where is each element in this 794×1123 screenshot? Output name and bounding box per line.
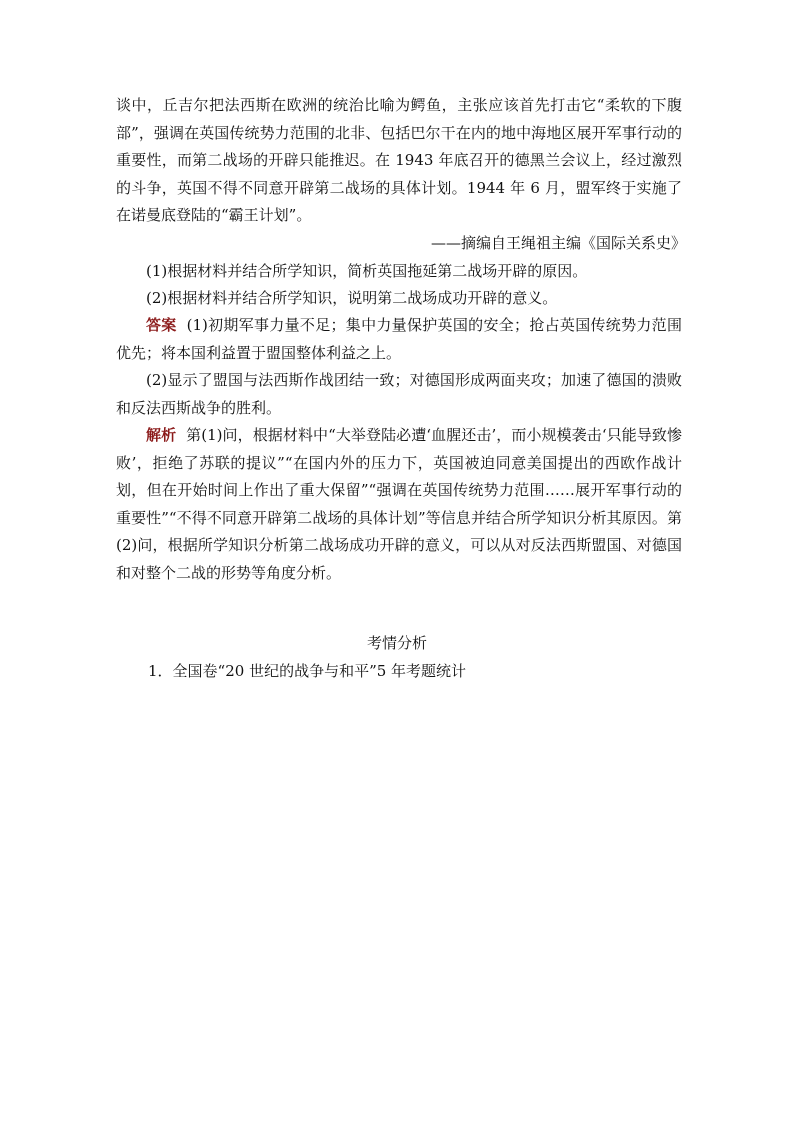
material-paragraph: 谈中，丘吉尔把法西斯在欧洲的统治比喻为鳄鱼，主张应该首先打击它“柔软的下腹部”，强调在英国传统势力范围的北非、包括巴尔干在内的地中海地区展开军事行动的重要性，而第二战场的开辟只能推迟。在 1943 年底召开的德黑兰会议上，经过激烈的斗争，英国不得不同意开辟第二战场的具体计划。1944 年 6 月，盟军终于实施了在诺曼底登陆的“霸王计划”。: [116, 96, 682, 224]
answer-label: 答案: [146, 316, 177, 334]
analysis-label: 解析: [146, 426, 177, 444]
analysis-text: 第(1)问，根据材料中“大举登陆必遭‘血腥还击’，而小规模袭击‘只能导致惨败’，拒绝了苏联的提议”“在国内外的压力下，英国被迫同意美国提出的西欧作战计划，但在开始时间上作出了重大保留”“强调在英国传统势力范围……展开军事行动的重要性”“不得不同意开辟第二战场的具体计划”等信息并结合所学知识分析其原因。第(2)问，根据所学知识分析第二战场成功开辟的意义，可以从对反法西斯盟国、对德国和对整个二战的形势等角度分析。: [116, 426, 682, 582]
answer-part-1: (1)初期军事力量不足；集中力量保护英国的安全；抢占英国传统势力范围优先；将本国利益置于盟国整体利益之上。: [116, 316, 682, 362]
material-source: ——摘编自王绳祖主编《国际关系史》: [430, 234, 686, 252]
question-1: (1)根据材料并结合所学知识，简析英国拖延第二战场开辟的原因。: [146, 262, 588, 280]
question-2: (2)根据材料并结合所学知识，说明第二战场成功开辟的意义。: [146, 289, 558, 307]
list-item-1: 1．全国卷“20 世纪的战争与和平”5 年考题统计: [148, 662, 467, 680]
answer-block: [116, 312, 682, 367]
section-title: 考情分析: [366, 634, 427, 652]
analysis-block: [116, 422, 682, 587]
answer-part-2: (2)显示了盟国与法西斯作战团结一致；对德国形成两面夹攻；加速了德国的溃败和反法西斯战争的胜利。: [116, 371, 682, 417]
